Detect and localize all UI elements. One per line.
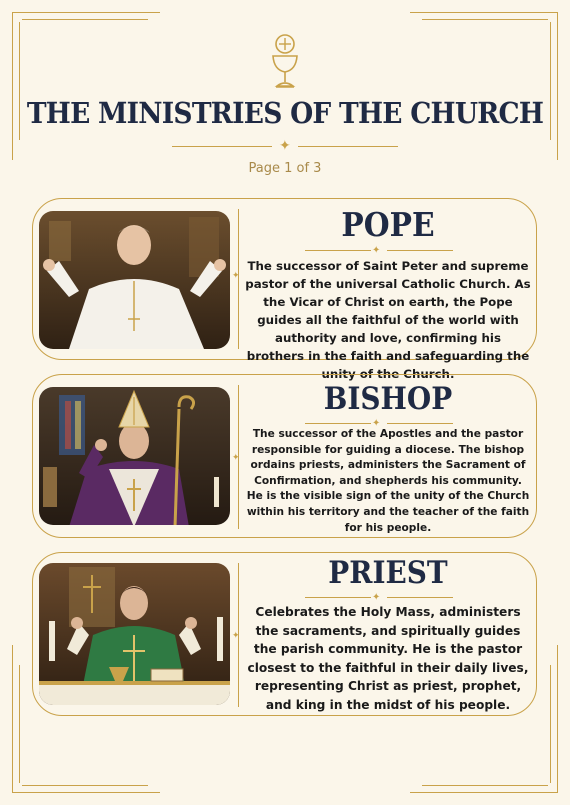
page-number: Page 1 of 3 [248,161,322,176]
ministry-description: The successor of the Apostles and the pastor responsible for guiding a diocese. The bishop ordains priests, administers the Sacrament of Confirmation, and shepherds his community. He is the visible sign of the unity of the Church within his territory and the teacher of the faith for his people. [246,428,530,534]
pope-photo [39,211,230,349]
ministry-description: The successor of Saint Peter and supreme pastor of the universal Catholic Church. As the Vicar of Christ on earth, the Pope guides all the faithful of the world with authority and love, confirming his brothers in the faith and safeguarding the unity of the Church. [245,259,531,381]
ministry-heading: BISHOP [323,381,453,417]
ministry-card-pope: ✦ POPE ✦ The successor of Saint Peter and supreme pastor of the universal Catholic Church. As the Vicar of Christ on earth, the Pope guides all the faithful of the world with authority and love, confirming his brothers in the faith and safeguarding the unity of the Church. [32,198,537,360]
ministry-heading: POPE [341,205,435,244]
ministry-card-priest: ✦ PRIEST ✦ Celebrates the Holy Mass, administers the sacraments, and spiritually guides the parish community. He is the pastor closest to the faithful in their daily lives, representing Christ as priest, prophet, and king in the midst of his people. [32,552,537,716]
ministry-card-bishop: ✦ BISHOP ✦ The successor of the Apostles and the pastor responsible for guiding a diocese. The bishop ordains priests, administers the Sacrament of Confirmation, and shepherds his community. He is the visible sign of the unity of the Church within his territory and the teacher of the faith for his people. [32,374,537,538]
page-title: THE MINISTRIES OF THE CHURCH [26,96,544,130]
bishop-photo [39,387,230,525]
ministry-description: Celebrates the Holy Mass, administers the sacraments, and spiritually guides the parish community. He is the pastor closest to the faithful in their daily lives, representing Christ as priest, prophet, and king in the midst of his people. [247,605,529,712]
ministry-heading: PRIEST [328,555,448,591]
chalice-host-icon [266,32,304,92]
priest-photo [39,563,230,705]
